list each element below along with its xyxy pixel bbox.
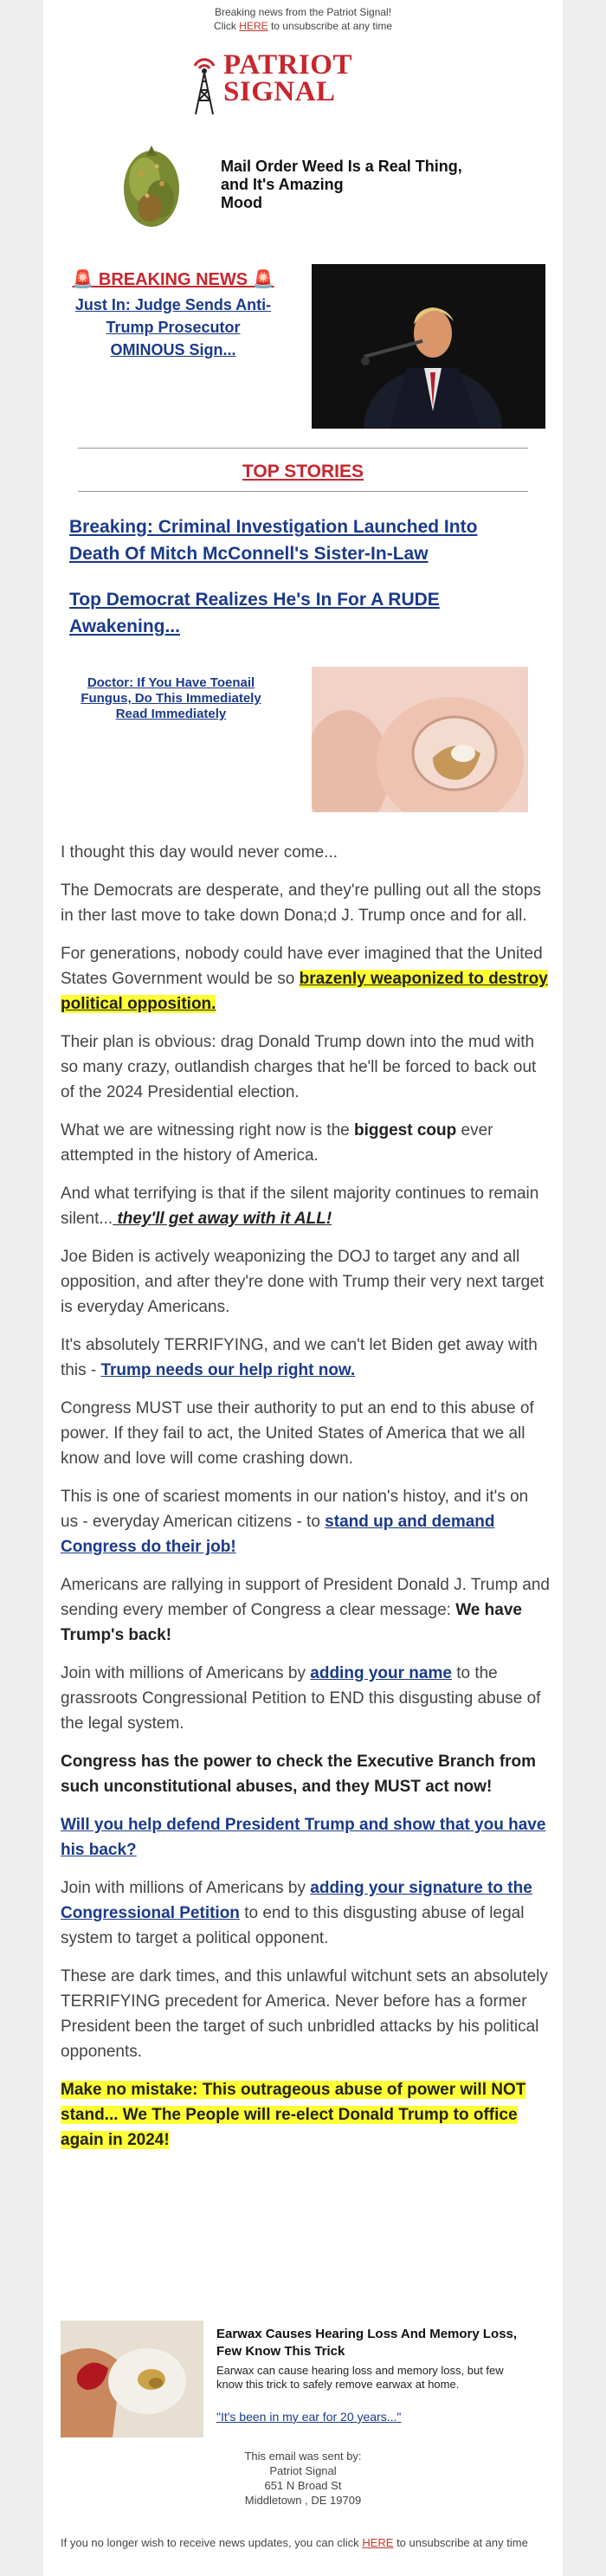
petition-link[interactable]: adding your signature to the Congressional Petition (61, 1879, 532, 1922)
paragraph: It's absolutely TERRIFYING, and we can't let Biden get away with this - Trump needs our help right now. (61, 1336, 538, 1379)
article-body (61, 840, 550, 2166)
story-link-1[interactable]: Breaking: Criminal Investigation Launched Into Death Of Mitch McConnell's Sister-In-Law (69, 517, 478, 564)
preheader (43, 0, 563, 33)
earwax-ad-description: Earwax can cause hearing loss and memory loss, but few know this trick to safely remove earwax at home. (216, 2364, 504, 2391)
email-body (43, 0, 563, 2576)
paragraph: Joe Biden is actively weaponizing the DOJ to target any and all opposition, and after they're done with Trump their very next target is everyday Americans. (61, 1248, 545, 1316)
divider (78, 448, 528, 449)
weed-ad[interactable] (108, 139, 515, 234)
speaker-photo[interactable] (312, 264, 545, 429)
paragraph: Congress MUST use their authority to put an end to this abuse of power. If they fail to act, the United States of America that we all know and love will come crashing down. (61, 1399, 534, 1468)
earwax-ad-link[interactable]: "It's been in my ear for 20 years..." (216, 2410, 402, 2424)
top-stories-header: TOP STORIES (242, 462, 364, 481)
logo-wordmark: PATRIOT SIGNAL (223, 49, 352, 107)
paragraph: This is one of scariest moments in our nation's histoy, and it's on us - everyday American citizens - to stand up and demand Congress do their job! (61, 1488, 529, 1556)
breaking-news-headline[interactable]: Just In: Judge Sends Anti- Trump Prosecutor OMINOUS Sign... (74, 296, 272, 358)
patriot-signal-logo[interactable] (190, 49, 416, 117)
demand-congress-link[interactable]: stand up and demand Congress do their job! (61, 1513, 495, 1556)
highlighted-link[interactable]: brazenly weaponized to destroy political opposition. (61, 970, 548, 1013)
paragraph: Americans are rallying in support of President Donald J. Trump and sending every member of Congress a clear message: We have Trump's back! (61, 1576, 550, 1644)
preheader-line: Breaking news from the Patriot Signal! (214, 6, 392, 18)
paragraph: What we are witnessing right now is the biggest coup ever attempted in the history of America. (61, 1121, 493, 1165)
footer-address: This email was sent by: Patriot Signal 651 N Broad St Middletown , DE 19709 (244, 2450, 362, 2507)
earwax-ad-title[interactable]: Earwax Causes Hearing Loss And Memory Loss, Few Know This Trick (216, 2327, 518, 2359)
weed-ad-title: Mail Order Weed Is a Real Thing, and It's Amazing Mood (221, 158, 462, 211)
speaker-image (312, 264, 545, 429)
toenail-ad[interactable] (61, 667, 541, 814)
paragraph: Join with millions of Americans by adding your name to the grassroots Congressional Petition to END this disgusting abuse of the legal system. (61, 1664, 541, 1733)
paragraph: Join with millions of Americans by adding your signature to the Congressional Petition to end to this disgusting abuse of legal system to target a political opponent. (61, 1879, 532, 1947)
earwax-ad[interactable] (61, 2321, 545, 2437)
paragraph: And what terrifying is that if the silent majority continues to remain silent... they'll get away with it ALL! (61, 1185, 539, 1228)
add-name-link[interactable]: adding your name (310, 1664, 452, 1682)
paragraph: The Democrats are desperate, and they're pulling out all the stops in ther last move to take down Dona;d J. Trump once and for all. (61, 881, 541, 925)
toenail-ad-link[interactable]: Doctor: If You Have Toenail Fungus, Do This Immediately Read Immediately (81, 675, 261, 721)
story-link-2[interactable]: Top Democrat Realizes He's In For A RUDE Awakening... (69, 590, 440, 636)
defend-trump-link[interactable]: Will you help defend President Trump and show that you have his back? (61, 1816, 546, 1859)
radio-tower-icon (190, 54, 218, 116)
unsubscribe-line: Click HERE to unsubscribe at any time (213, 20, 393, 32)
footer-unsubscribe-link[interactable]: HERE (362, 2536, 394, 2549)
toenail-image (312, 667, 528, 812)
divider (78, 491, 528, 492)
paragraph: Their plan is obvious: drag Donald Trump down into the mud with so many crazy, outlandish charges that he'll be forced to back out of the 2024 Presidential election. (61, 1033, 537, 1101)
paragraph: I thought this day would never come... (61, 843, 338, 862)
earwax-image (61, 2321, 203, 2437)
paragraph: Make no mistake: This outrageous abuse of power will NOT stand... We The People will re-elect Donald Trump to office again in 2024! (61, 2081, 526, 2149)
paragraph: For generations, nobody could have ever imagined that the United States Government would be so brazenly weaponized to destroy political opposition. (61, 945, 548, 1013)
paragraph: Congress has the power to check the Executive Branch from such unconstitutional abuses, and they MUST act now! (61, 1753, 537, 1796)
help-link[interactable]: Trump needs our help right now. (100, 1361, 356, 1379)
breaking-news-header[interactable]: 🚨 BREAKING NEWS 🚨 (72, 270, 274, 289)
cannabis-bud-image (108, 139, 190, 234)
breaking-news-block[interactable] (61, 268, 286, 361)
paragraph: These are dark times, and this unlawful witchunt sets an absolutely TERRIFYING precedent for America. Never before has a former President been the target of such unbridled attacks by his political opponents. (61, 1967, 548, 2061)
paragraph (61, 1812, 550, 1863)
unsubscribe-link[interactable]: HERE (239, 20, 268, 32)
footer-unsubscribe: If you no longer wish to receive news updates, you can click HERE to unsubscribe at any time (61, 2536, 528, 2549)
